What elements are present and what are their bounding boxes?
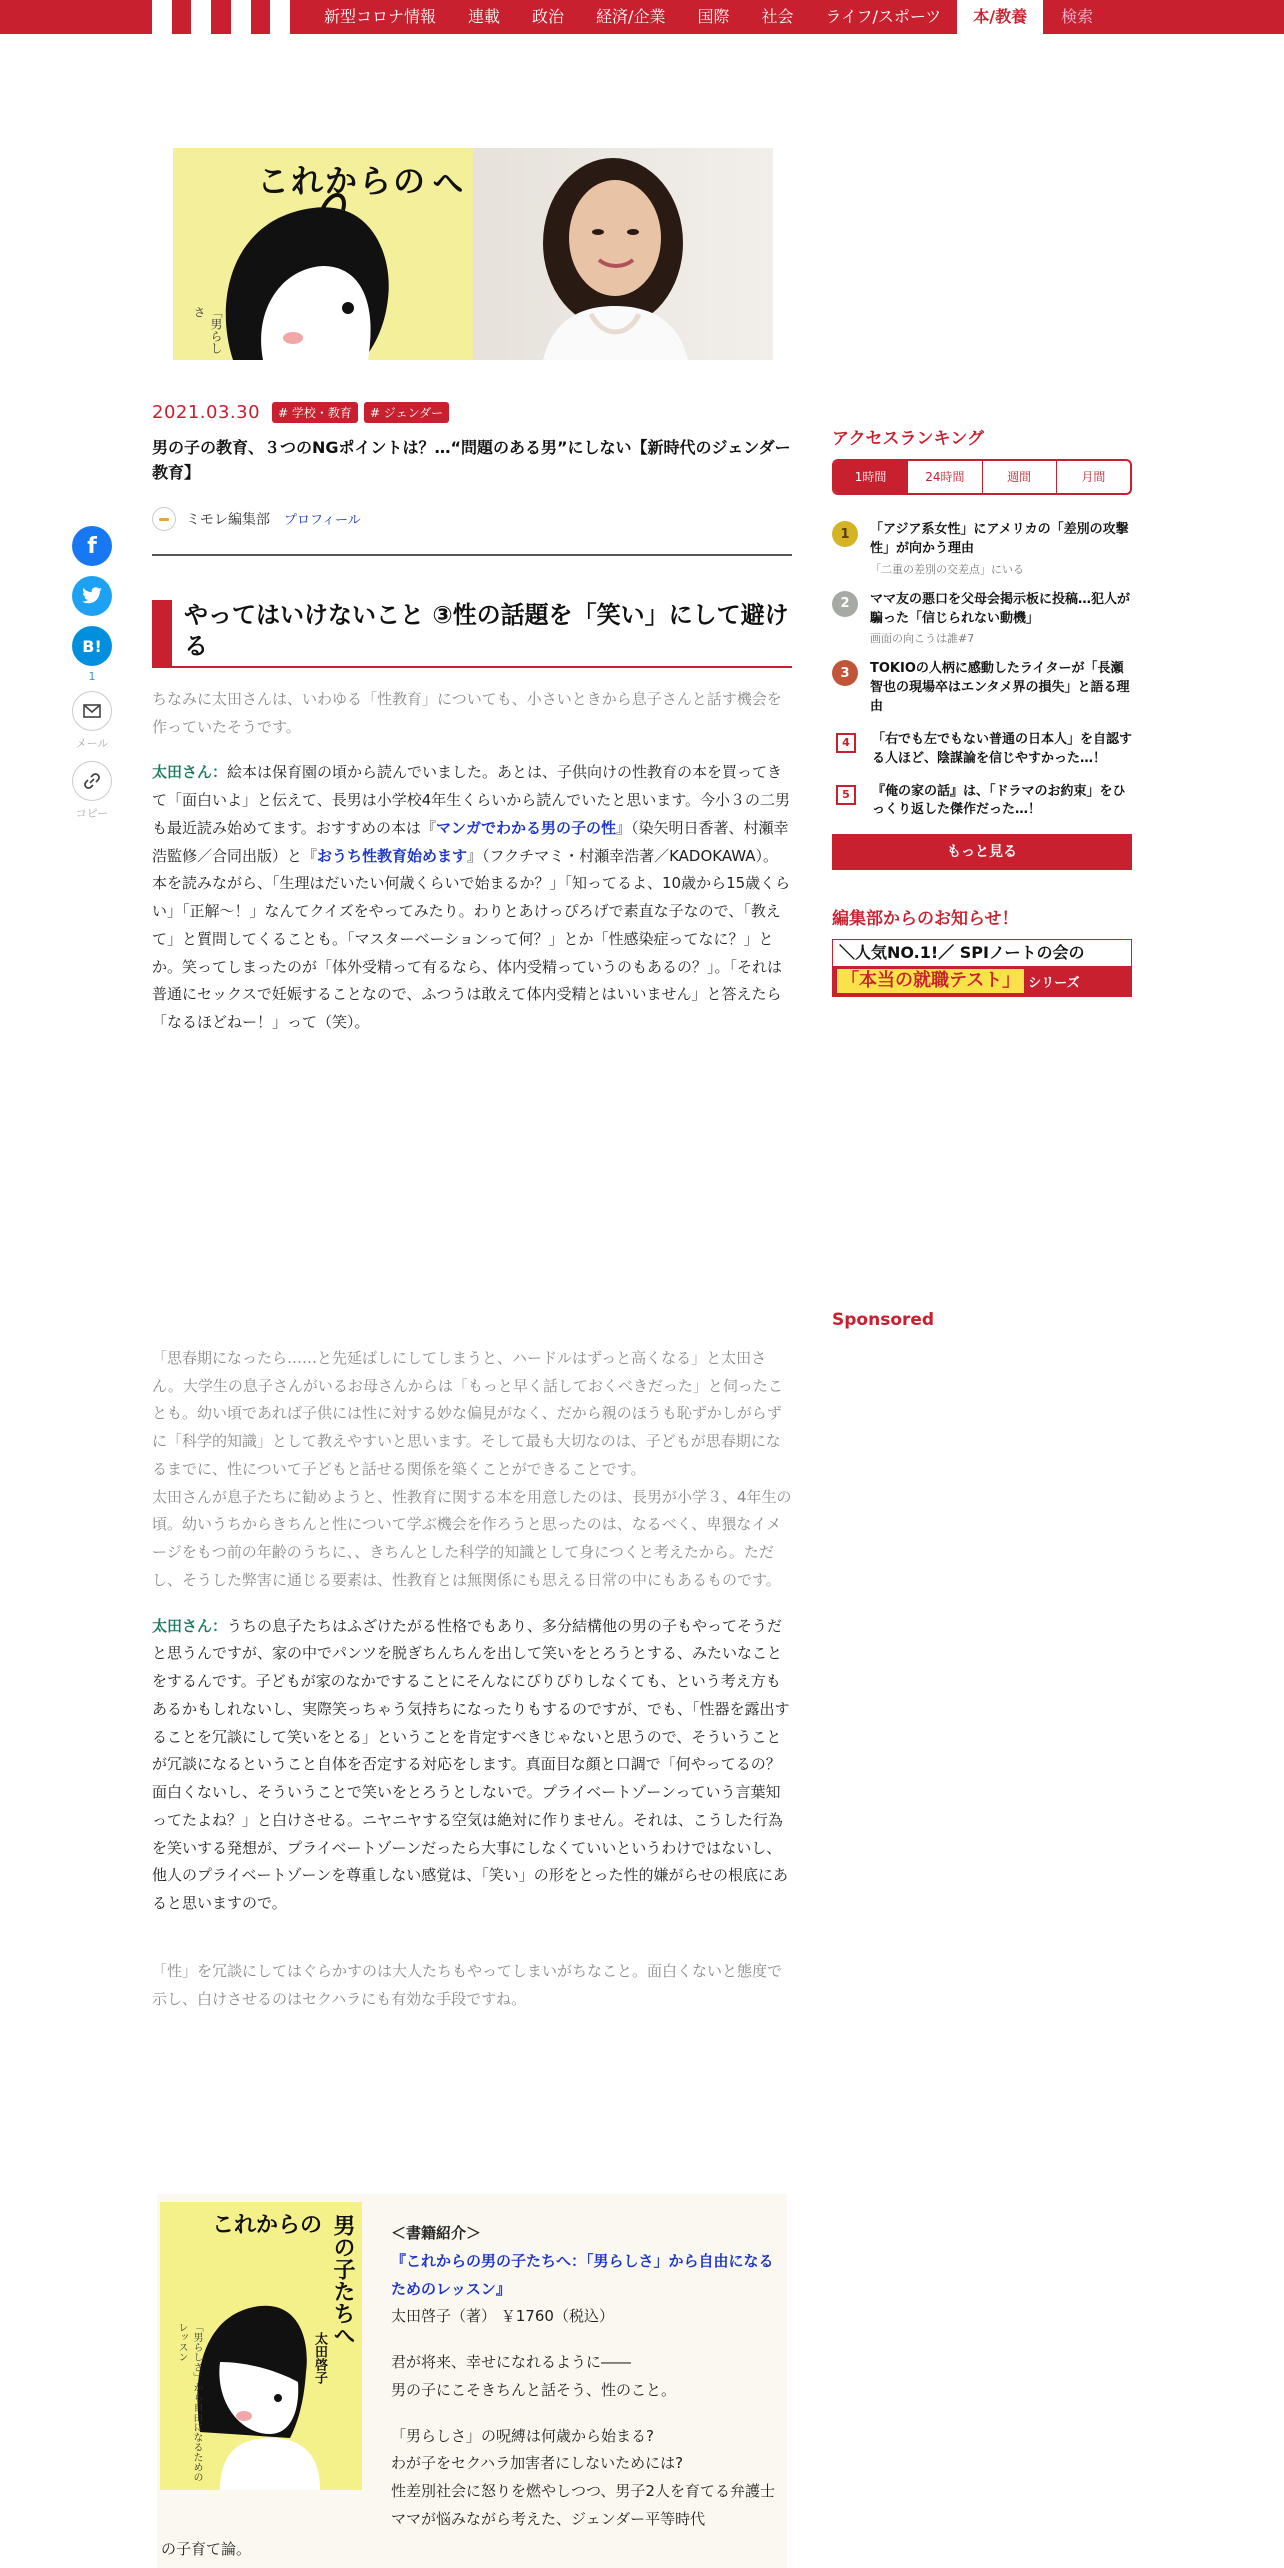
nav-item-international[interactable]: 国際 <box>697 7 730 26</box>
top-navigation <box>0 0 1284 34</box>
rank-badge-5: 5 <box>836 785 856 805</box>
copy-label: コピー <box>75 807 109 820</box>
ranking-title-text: TOKIOの人柄に感動したライターが「長瀬智也の現場卒はエンタメ界の損失」と語る理由 <box>870 661 1130 715</box>
twitter-share-icon[interactable] <box>72 576 112 616</box>
speaker-label: 太田さん： <box>152 1616 228 1635</box>
link-copy-icon[interactable] <box>72 761 112 801</box>
sidebar <box>832 424 1132 997</box>
nav-item-covid[interactable]: 新型コロナ情報 <box>324 7 437 26</box>
banner-series-text: シリーズ <box>1028 975 1080 991</box>
ranking-title-text: 『俺の家の話』は、「ドラマのお約束」をひっくり返した傑作だった…！ <box>872 783 1126 818</box>
ranking-item[interactable] <box>832 783 1132 821</box>
ranking-subtitle: 画面の向こうは誰#7 <box>870 632 975 646</box>
book-cover-subtitle: 「男らしさ」から自由になるためのレッスン <box>176 2322 202 2482</box>
book-title-link[interactable]: 『これからの男の子たちへ：「男らしさ」から自由になるためのレッスン』 <box>391 2251 774 2298</box>
paragraph-2-text-a: 絵本は保育園の頃から読んでいました。あとは、子供向けの性教育の本を買ってきて「面白いよ」と伝えて、長男は小学校4年生くらいから読んでいたと思います。今小３の二男も最近読み始めてます。おすすめの本は『 <box>152 763 791 837</box>
banner-top-text: ＼人気NO.1!／ SPIノートの会の <box>839 943 1085 963</box>
paragraph-3: 「思春期になったら……と先延ばしにしてしまうと、ハードルはずっと高くなる」と太田さん。大学生の息子さんがいるお母さんからは「もっと早く話しておくべきだった」と伺ったことも。幼い頃であれば子供には性に対する妙な偏見がなく、だから親のほうも恥ずかしがらずに「科学的知識」として教えやすいと思います。そして最も大切なのは、子どもが思春期になるまでに、性について子どもと話せる関係を築くことができることです。 <box>152 1348 783 1478</box>
section-heading: やってはいけないこと ③性の話題を「笑い」にして避ける <box>152 600 792 668</box>
nav-item-life-sports[interactable]: ライフ/スポーツ <box>825 7 942 26</box>
book-line-1: 君が将来、幸せになれるように―― <box>391 2353 632 2371</box>
paragraph-5-text: うちの息子たちはふざけたがる性格でもあり、多分結構他の男の子もやってそうだと思うんですが、家の中でパンツを脱ぎちんちんを出して笑いをとろうとする、みたいなことをするんです。子どもが家のなかですることにそんなにぴりぴりしなくても、という考え方もあるかもしれないし、実際笑っちゃう気持ちになったりもするのですが、でも、「性器を露出することを冗談にして笑いをとる」ということを肯定すべきじゃないと思うので、そういうことが冗談になるということ自体を否定する対応をします。真面目な顔と口調で「何やってるの？面白くないし、そういうことで笑いをとろうとしないで。プライベートゾーンっていう言葉知ってたよね？」と白けさせる。ニヤニヤする空気は絶対に作りません。それは、こうした行為を笑いする発想が、プライベートゾーンだったら大事にしなくていいというわけではないし、他人のプライベートゾーンを尊重しない感覚は、「笑い」の形をとった性的嫌がらせの根底にあると思いますので。 <box>152 1616 790 1913</box>
facebook-share-icon[interactable]: f <box>72 526 112 566</box>
ranking-title-text: ママ友の悪口を父母会掲示板に投稿…犯人が騙った「信じられない動機」 <box>870 591 1131 626</box>
book-line-3: 「男らしさ」の呪縛は何歳から始まる? <box>391 2426 654 2445</box>
ranking-item[interactable] <box>832 591 1132 647</box>
book-cover-image[interactable] <box>160 2202 362 2490</box>
tab-monthly[interactable]: 月間 <box>1056 461 1130 493</box>
tab-1hour[interactable]: 1時間 <box>834 461 907 493</box>
article <box>152 398 792 2013</box>
nav-item-books[interactable]: 本/教養 <box>957 0 1043 34</box>
ranking-subtitle: 「二重の差別の交差点」にいる <box>870 562 1024 576</box>
article-meta <box>152 398 792 426</box>
book-author-price: 太田啓子（著） ￥1760（税込） <box>391 2307 614 2326</box>
banner-main-text: 「本当の就職テスト」 <box>837 969 1024 993</box>
publish-date: 2021.03.30 <box>152 401 261 423</box>
nav-item-politics[interactable]: 政治 <box>532 7 565 26</box>
author-name: ミモレ編集部 <box>186 511 270 528</box>
ranking-item[interactable] <box>832 521 1132 577</box>
banner-bottom <box>833 966 1131 996</box>
nav-menu <box>308 0 1111 34</box>
book-cover-title: これからの <box>212 2212 323 2238</box>
paragraph-6: 「性」を冗談にしてはぐらかすのは大人たちもやってしまいがちなこと。面白くないと態度で示し、白けさせるのはセクハラにも有効な手段ですね。 <box>152 1961 783 2008</box>
tag-school-education[interactable]: # 学校・教育 <box>272 402 358 423</box>
paragraph-2 <box>152 759 792 1037</box>
ranking-title-text: 「右でも左でもない普通の日本人」を自認する人ほど、陰謀論を信じやすかった…！ <box>872 731 1133 766</box>
rank-badge-3: 3 <box>832 660 858 686</box>
rank-badge-4: 4 <box>836 733 856 753</box>
ranking-title: アクセスランキング <box>832 429 984 449</box>
book-cover-title-vertical: 男の子たちへ <box>330 2214 356 2346</box>
nav-item-economy[interactable]: 経済/企業 <box>596 7 666 26</box>
paragraph-1: ちなみに太田さんは、いわゆる「性教育」についても、小さいときから息子さんと話す機会を作っていたそうです。 <box>152 689 782 736</box>
ranking-list <box>832 521 1132 820</box>
notice-title: 編集部からのお知らせ！ <box>832 909 1019 930</box>
share-bar <box>72 526 112 831</box>
ranking-title-text: 「アジア系女性」にアメリカの「差別の攻撃性」が向かう理由 <box>870 522 1129 556</box>
rank-badge-1: 1 <box>832 521 858 547</box>
mail-label: メール <box>75 737 109 750</box>
book-description <box>391 2220 783 2534</box>
tab-24hours[interactable]: 24時間 <box>907 461 981 493</box>
hero-title: これからの <box>257 162 428 200</box>
tab-weekly[interactable]: 週間 <box>982 461 1056 493</box>
hatena-count: 1 <box>88 670 96 683</box>
hatena-bookmark-icon[interactable]: B! <box>72 626 112 666</box>
paragraph-2-text-b: 』（染矢明日香著、村瀬幸浩監修／合同出版）と『 <box>152 818 789 865</box>
more-button[interactable]: もっと見る <box>832 834 1132 870</box>
mail-icon[interactable] <box>72 691 112 731</box>
profile-link[interactable]: プロフィール <box>284 513 361 529</box>
nav-item-series[interactable]: 連載 <box>468 7 501 26</box>
author-photo <box>473 148 773 360</box>
article-headline: 男の子の教育、３つのNGポイントは？…“問題のある男”にしない【新時代のジェンダー教育】 <box>152 438 791 482</box>
tag-gender[interactable]: # ジェンダー <box>364 402 449 423</box>
book-line-5: 性差別社会に怒りを燃やしつつ、男子2人を育てる弁護士ママが悩みながら考えた、ジェンダー平等時代 <box>391 2482 775 2528</box>
hero-image <box>173 148 773 360</box>
byline <box>152 504 792 534</box>
hero-subtitle: 「男らしさ <box>192 306 223 354</box>
ranking-item[interactable] <box>832 731 1132 769</box>
divider <box>152 554 792 556</box>
ad-space <box>152 1037 792 1327</box>
hero-title-vertical: へ <box>427 166 465 200</box>
spi-banner[interactable] <box>832 939 1132 997</box>
book-introduction <box>157 2194 787 2568</box>
author-portrait <box>473 148 773 360</box>
book-line-4: わが子をセクハラ加害者にしないためには? <box>391 2454 684 2473</box>
book-label: ＜書籍紹介＞ <box>391 2224 482 2242</box>
site-logo[interactable] <box>152 0 290 34</box>
book-line-2: 男の子にこそきちんと話そう、性のこと。 <box>391 2380 677 2399</box>
ranking-item[interactable] <box>832 660 1132 717</box>
book-line-6: の子育て論。 <box>161 2540 252 2558</box>
book-cover-author: 太田啓子 <box>312 2332 327 2384</box>
nav-item-society[interactable]: 社会 <box>761 7 794 26</box>
ranking-tabs <box>832 459 1132 495</box>
paragraph-5 <box>152 1613 792 1918</box>
paragraph-4: 太田さんが息子たちに勧めようと、性教育に関する本を用意したのは、長男が小学３、4年生の頃。幼いうちからきちんと性について学ぶ機会を作ろうと思ったのは、なるべく、卑猥なイメージをもつ前の年齢のうちに、、きちんとした科学的知識として身につくと考えたから。ただし、そうした弊害に通じる要素は、性教育とは無関係にも思える日常の中にもあるものです。 <box>152 1487 792 1589</box>
book-cover-illustration <box>173 148 473 360</box>
sponsored-label: Sponsored <box>832 1310 935 1330</box>
paragraph-2-text-c: 』（フクチマミ・村瀬幸浩著／KADOKAWA）。本を読みながら、「生理はだいたい何歳くらいで始まるか？」「知ってるよ、10歳から15歳くらい」「正解～！」なんてクイズをやってみたり。わりとあけっぴろげで素直な子なので、「教えて」と質問してくることも。「マスターベーションって何？」とか「性感染症ってなに？」とか。笑ってしまったのが「体外受精って有るなら、体内受精っていうのもあるの？」。「それは普通にセックスで妊娠することなので、ふつうは敢えて体内受精とはいいません」と答えたら「なるほどねー！」って（笑）。 <box>152 846 791 1032</box>
book-link-manga[interactable]: マンガでわかる男の子の性 <box>435 818 616 837</box>
book-link-ouchi[interactable]: おうち性教育始めます <box>317 846 468 865</box>
rank-badge-2: 2 <box>832 591 858 617</box>
search-button[interactable]: 検索 <box>1043 0 1111 34</box>
author-avatar <box>152 507 176 531</box>
speaker-label: 太田さん： <box>152 763 228 782</box>
